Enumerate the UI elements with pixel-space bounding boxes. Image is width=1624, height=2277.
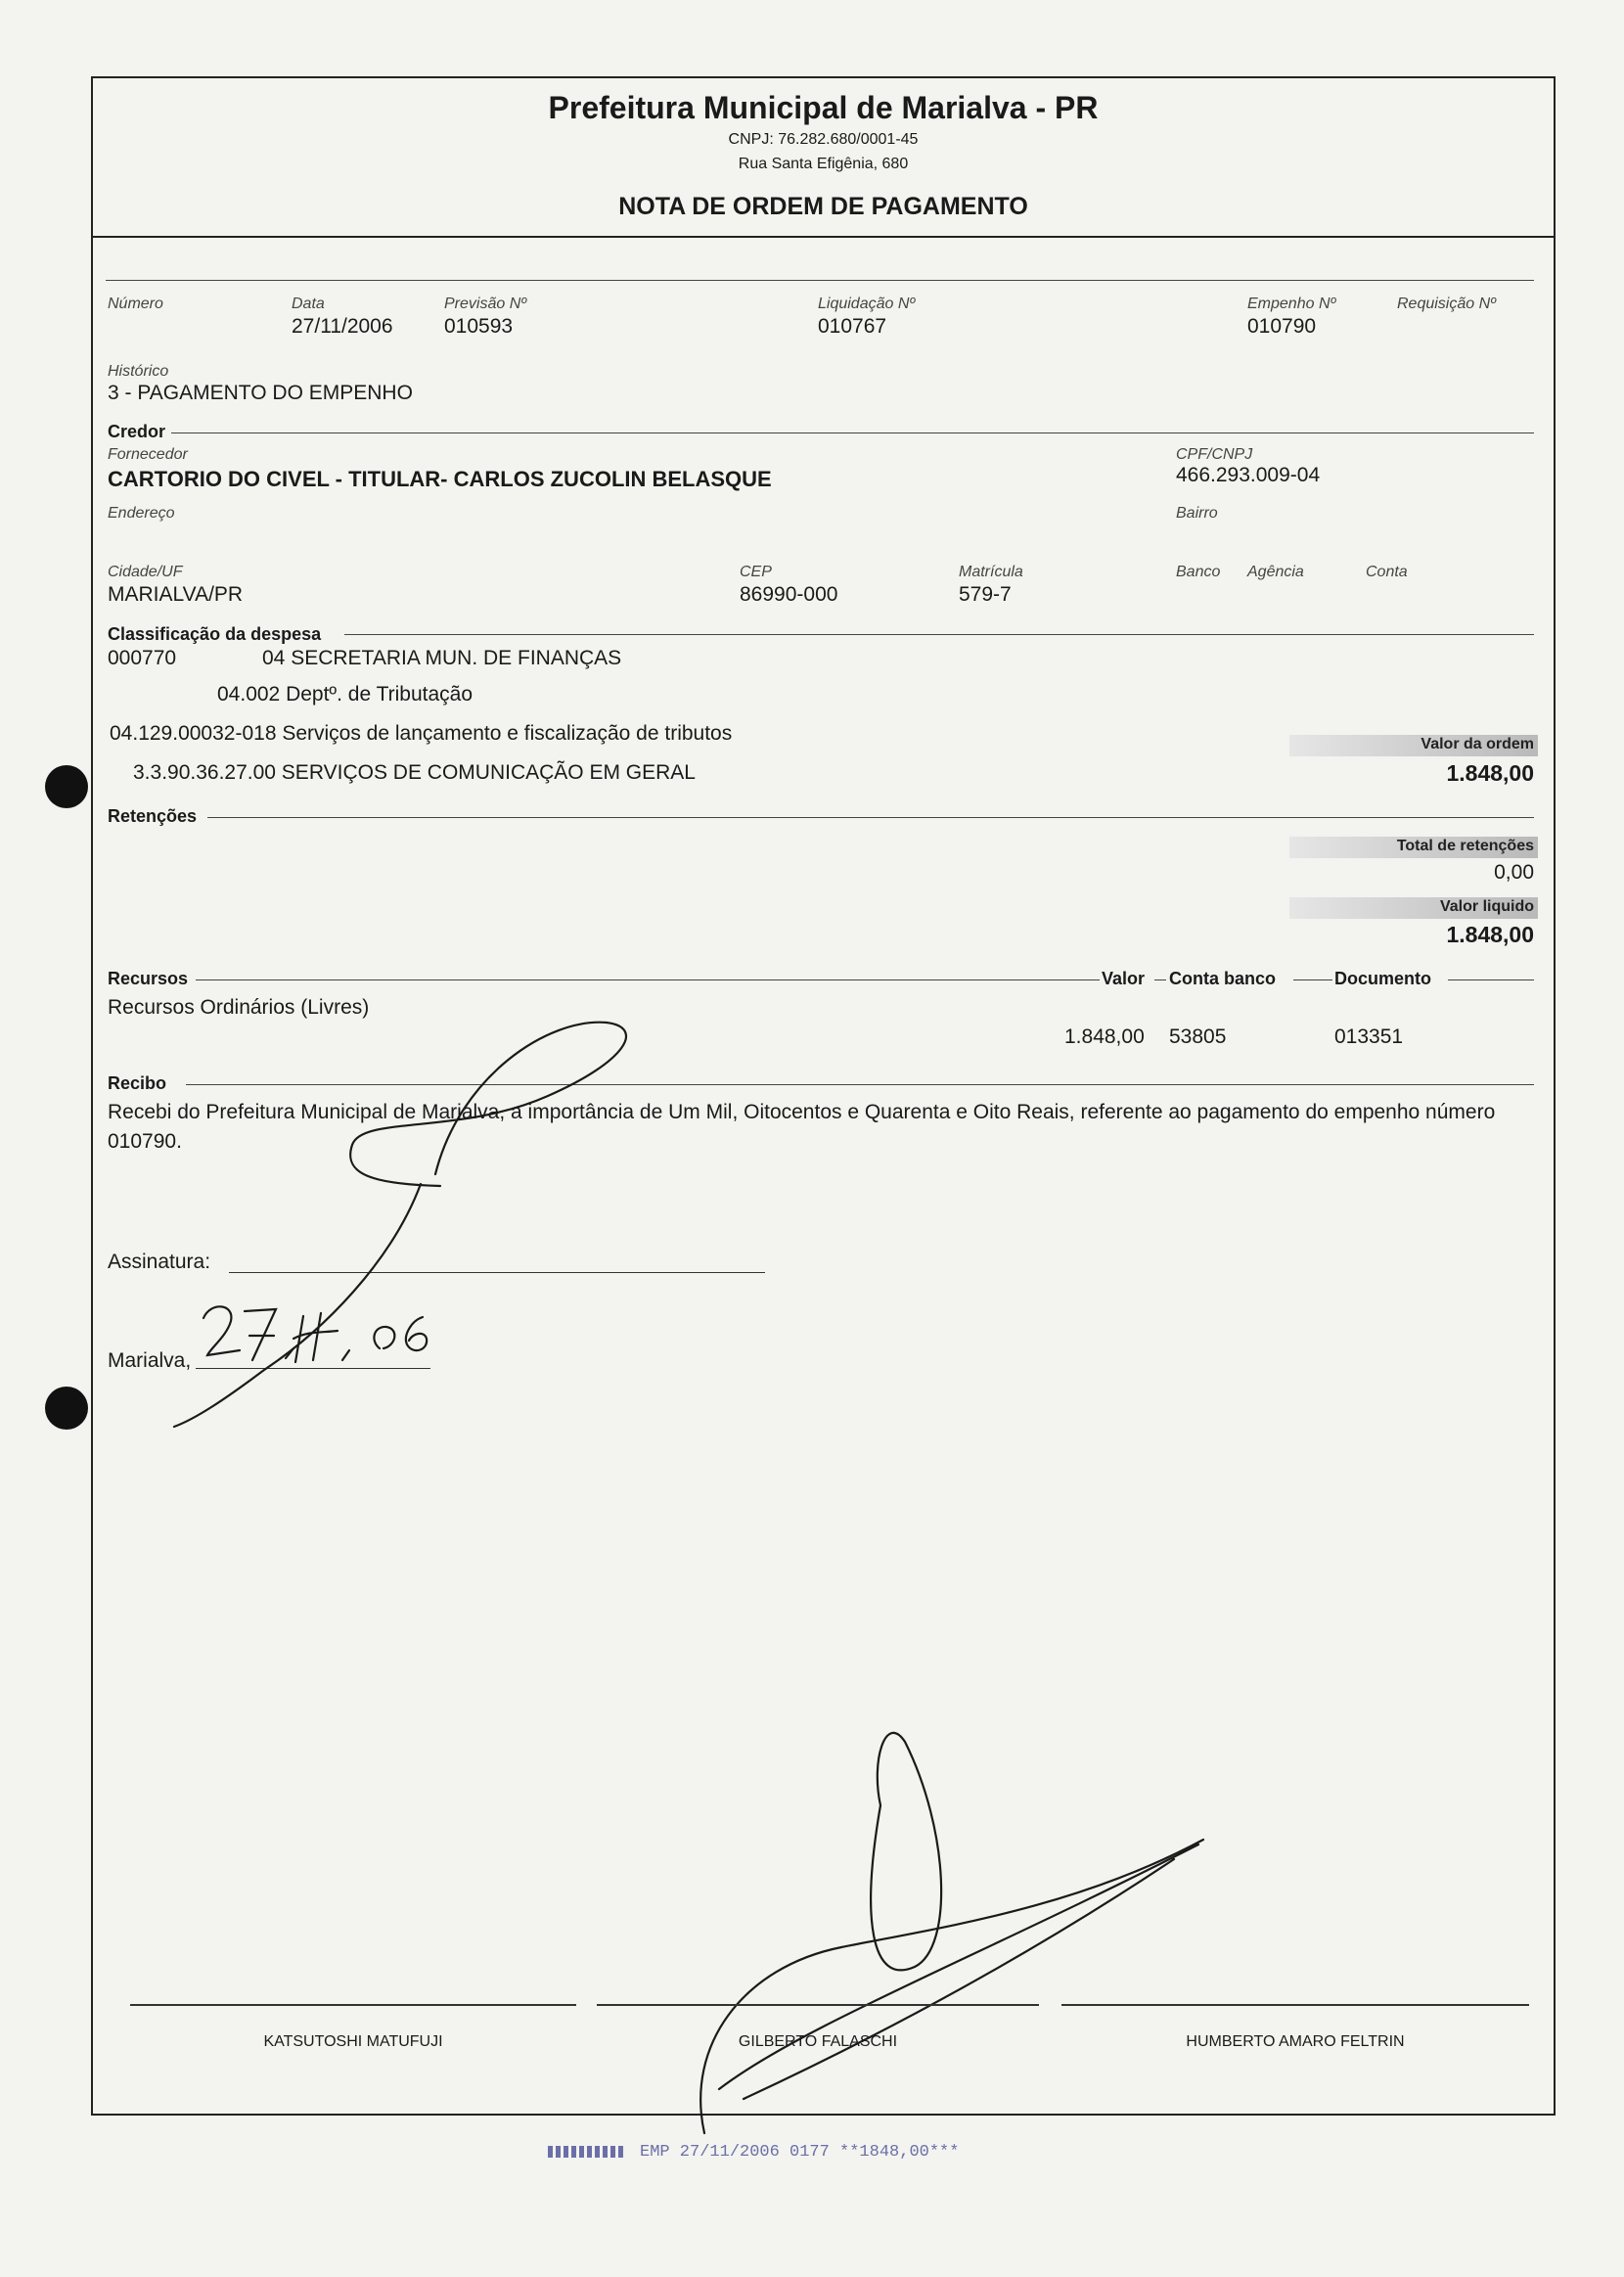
stamp-mark [548,2146,624,2158]
header-cnpj: CNPJ: 76.282.680/0001-45 [728,131,919,148]
recursos-conta: 53805 [1169,1025,1227,1048]
bank-stamp [548,2143,959,2162]
liquidacao-value: 010767 [818,315,887,338]
valor-header: Valor [1102,969,1146,988]
valor-liquido-value: 1.848,00 [1446,922,1534,947]
signature-name-1: KATSUTOSHI MATUFUJI [263,2033,443,2050]
recursos-documento: 013351 [1334,1025,1404,1048]
empenho-label: Empenho Nº [1247,296,1336,312]
previsao-label: Previsão Nº [444,296,527,312]
cpf-label: CPF/CNPJ [1176,446,1253,463]
assinatura-label: Assinatura: [108,1251,211,1273]
matricula-label: Matrícula [959,564,1023,580]
valor-ordem-label: Valor da ordem [1421,736,1534,752]
conta-banco-header: Conta banco [1169,969,1277,988]
matricula-value: 579-7 [959,583,1012,606]
document-title: NOTA DE ORDEM DE PAGAMENTO [618,193,1028,220]
recursos-valor: 1.848,00 [1064,1025,1145,1048]
previsao-value: 010593 [444,315,514,338]
signature-name-3: HUMBERTO AMARO FELTRIN [1186,2033,1405,2050]
data-label: Data [292,296,325,312]
footer-signature-flourish [700,1840,1203,2133]
recibo-signature-stroke [350,1023,626,1186]
numero-label: Número [108,296,163,312]
date-eleven [293,1313,338,1362]
classificacao-programa: 04.129.00032-018 Serviços de lançamento e fiscalização de tributos [110,722,733,745]
documento-header: Documento [1334,969,1431,988]
credor-section: Credor [108,422,166,441]
date-slash-2 [342,1350,349,1360]
endereco-label: Endereço [108,505,175,522]
binder-hole-top [45,765,88,808]
data-value: 27/11/2006 [292,315,393,338]
classificacao-code: 000770 [108,647,177,669]
date-two [203,1306,240,1355]
recibo-signature-tail [174,1184,421,1427]
retencoes-section: Retenções [108,806,198,826]
recibo-text: Recebi do Prefeitura Municipal de Marialva, a importância de Um Mil, Oitocentos e Quarenta e Oito Reais, referente ao pagamento do empenho número 010790. [108,1101,1496,1153]
requisicao-label: Requisição Nº [1397,296,1496,312]
conta-label: Conta [1366,564,1408,580]
banco-label: Banco [1176,564,1221,580]
classificacao-secretaria: 04 SECRETARIA MUN. DE FINANÇAS [262,647,622,669]
classificacao-departamento: 04.002 Deptº. de Tributação [217,683,474,706]
classificacao-elemento: 3.3.90.36.27.00 SERVIÇOS DE COMUNICAÇÃO EM GERAL [133,761,696,784]
date-six [406,1317,427,1350]
valor-liquido-label: Valor liquido [1439,898,1534,915]
fornecedor-label: Fornecedor [108,446,188,463]
total-retencoes-value: 0,00 [1494,861,1534,884]
bairro-label: Bairro [1176,505,1218,522]
signature-line-3 [1061,2004,1529,2006]
recibo-section: Recibo [108,1073,167,1093]
cep-label: CEP [740,564,772,580]
binder-hole-bottom [45,1387,88,1430]
fornecedor-value: CARTORIO DO CIVEL - TITULAR- CARLOS ZUCOLIN BELASQUE [108,467,772,491]
date-zero [374,1327,394,1348]
cidade-value: MARIALVA/PR [108,583,244,606]
empenho-value: 010790 [1247,315,1317,338]
recursos-fonte: Recursos Ordinários (Livres) [108,996,370,1019]
header-title: Prefeitura Municipal de Marialva - PR [548,90,1099,125]
cep-value: 86990-000 [740,583,838,606]
stamp-text: EMP 27/11/2006 0177 **1848,00*** [640,2143,960,2162]
cidade-label: Cidade/UF [108,564,183,580]
signature-name-2: GILBERTO FALASCHI [738,2033,898,2050]
classificacao-section: Classificação da despesa [108,624,322,644]
total-retencoes-label: Total de retenções [1396,838,1534,854]
signature-line-1 [130,2004,576,2006]
valor-ordem-value: 1.848,00 [1446,760,1534,786]
header-address: Rua Santa Efigênia, 680 [738,156,909,172]
historico-label: Histórico [108,363,169,380]
liquidacao-label: Liquidação Nº [818,296,916,312]
agencia-label: Agência [1247,564,1304,580]
historico-value: 3 - PAGAMENTO DO EMPENHO [108,382,413,404]
date-seven [245,1309,276,1360]
cpf-value: 466.293.009-04 [1176,464,1321,486]
footer-signature-sweep [719,1844,1198,2099]
signature-line-2 [597,2004,1039,2006]
local-label: Marialva, [108,1349,192,1372]
recursos-section: Recursos [108,969,189,988]
